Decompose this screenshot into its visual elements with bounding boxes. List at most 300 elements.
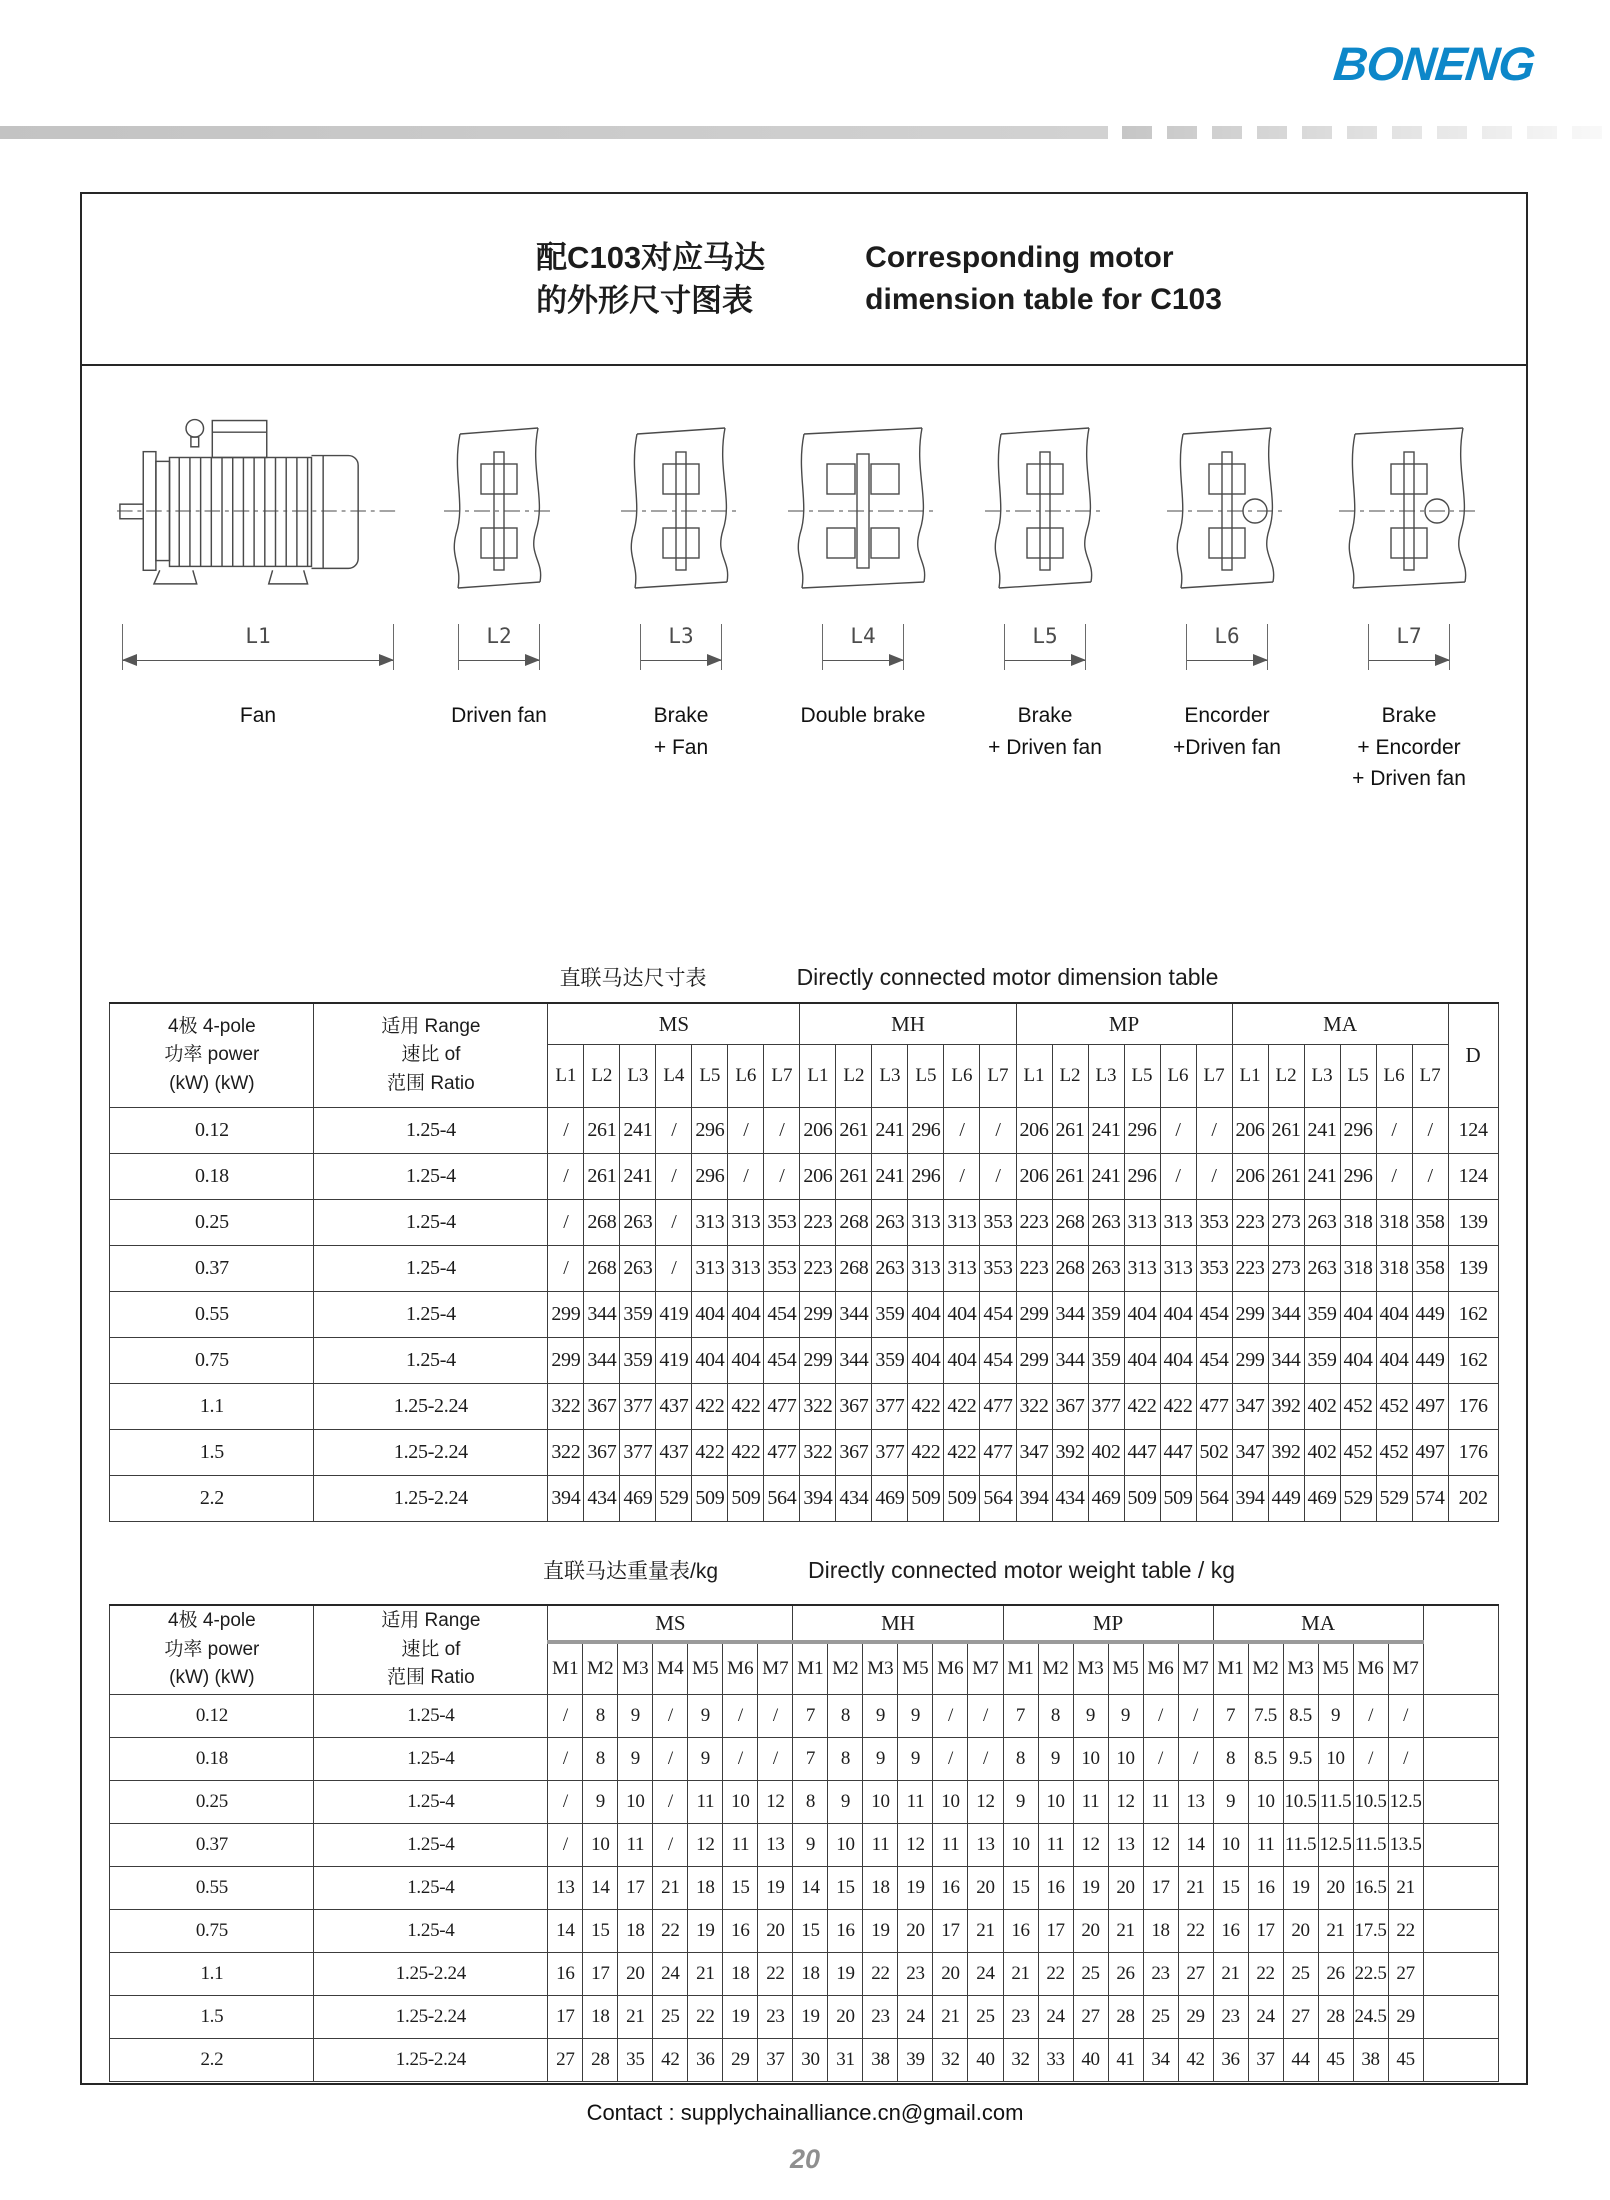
motor-diagram-l6 (1136, 398, 1318, 804)
power-cell: 1.5 (110, 1996, 314, 2039)
sub-column-header: L3 (620, 1045, 656, 1108)
motor-sketch-wrap (985, 398, 1105, 620)
last-column-header: D (1448, 1003, 1498, 1108)
value-cell: / (1178, 1695, 1213, 1738)
diagram-caption (1352, 700, 1466, 804)
sub-column-header: L1 (1232, 1045, 1268, 1108)
motor-section-sketch (788, 400, 938, 620)
value-cell: 434 (1052, 1476, 1088, 1522)
value-cell: 422 (692, 1384, 728, 1430)
value-cell: 11 (1143, 1781, 1178, 1824)
value-cell: 318 (1340, 1200, 1376, 1246)
value-cell: 21 (1178, 1867, 1213, 1910)
value-cell: 353 (1196, 1246, 1232, 1292)
value-cell: 299 (1016, 1338, 1052, 1384)
value-cell: 422 (1124, 1384, 1160, 1430)
power-cell: 0.25 (110, 1200, 314, 1246)
value-cell: 296 (908, 1108, 944, 1154)
value-cell: 16 (723, 1910, 758, 1953)
value-cell: 39 (898, 2039, 933, 2082)
value-cell: 10 (1003, 1824, 1038, 1867)
value-cell: 241 (620, 1154, 656, 1200)
value-cell: 9 (863, 1738, 898, 1781)
sub-column-header: M2 (1038, 1642, 1073, 1695)
value-cell: 17 (548, 1996, 583, 2039)
last-cell (1423, 1953, 1498, 1996)
value-cell: 24 (1248, 1996, 1283, 2039)
sub-column-header: M7 (1388, 1642, 1423, 1695)
value-cell: 353 (764, 1246, 800, 1292)
motor-diagram-l7 (1318, 398, 1500, 804)
value-cell: 318 (1340, 1246, 1376, 1292)
table-title-en: Directly connected motor dimension table (796, 963, 1219, 990)
sub-column-header: M5 (688, 1642, 723, 1695)
value-cell: 27 (1073, 1996, 1108, 2039)
value-cell: 12.5 (1388, 1781, 1423, 1824)
title-line: dimension table for C103 (865, 283, 1222, 316)
value-cell: 25 (1283, 1953, 1318, 1996)
value-cell: 23 (1003, 1996, 1038, 2039)
value-cell: 8 (1213, 1738, 1248, 1781)
value-cell: 10 (618, 1781, 653, 1824)
sub-column-header: M3 (863, 1642, 898, 1695)
value-cell: 273 (1268, 1200, 1304, 1246)
caption-line: Brake (653, 704, 709, 727)
header-line: 适用 Range (381, 1015, 481, 1037)
sub-column-header: M2 (583, 1642, 618, 1695)
value-cell: 296 (1124, 1108, 1160, 1154)
value-cell: 16 (1248, 1867, 1283, 1910)
value-cell: / (1353, 1695, 1388, 1738)
value-cell: 9 (793, 1824, 828, 1867)
value-cell: 15 (583, 1910, 618, 1953)
value-cell: 241 (872, 1108, 908, 1154)
value-cell: 392 (1268, 1384, 1304, 1430)
value-cell: 502 (1196, 1430, 1232, 1476)
series-header-mh: MH (793, 1605, 1003, 1642)
value-cell: 206 (1232, 1108, 1268, 1154)
value-cell: 36 (1213, 2039, 1248, 2082)
value-cell: 20 (898, 1910, 933, 1953)
diagram-caption (801, 700, 926, 804)
value-cell: 9 (688, 1695, 723, 1738)
title-line: 配C103对应马达 (536, 239, 766, 275)
value-cell: 38 (1353, 2039, 1388, 2082)
value-cell: 17 (1248, 1910, 1283, 1953)
value-cell: 313 (908, 1246, 944, 1292)
value-cell: 10.5 (1353, 1781, 1388, 1824)
value-cell: 344 (1052, 1292, 1088, 1338)
value-cell: 422 (692, 1430, 728, 1476)
value-cell: 13 (758, 1824, 793, 1867)
value-cell: / (933, 1695, 968, 1738)
title-band (82, 194, 1526, 366)
sub-column-header: M1 (1003, 1642, 1038, 1695)
value-cell: 21 (618, 1996, 653, 2039)
sub-column-header: L3 (1304, 1045, 1340, 1108)
value-cell: / (1143, 1738, 1178, 1781)
divider-dash-pattern (1122, 126, 1608, 139)
value-cell: 7.5 (1248, 1695, 1283, 1738)
value-cell: / (548, 1154, 584, 1200)
value-cell: 299 (800, 1292, 836, 1338)
value-cell: 22 (1388, 1910, 1423, 1953)
value-cell: 261 (836, 1108, 872, 1154)
series-header-mh: MH (800, 1003, 1016, 1045)
sub-column-header: L1 (548, 1045, 584, 1108)
value-cell: / (1376, 1108, 1412, 1154)
value-cell: 263 (872, 1200, 908, 1246)
value-cell: 25 (653, 1996, 688, 2039)
value-cell: 8 (1003, 1738, 1038, 1781)
series-header-mp: MP (1016, 1003, 1232, 1045)
value-cell: 40 (1073, 2039, 1108, 2082)
page-title-zh (536, 236, 765, 323)
ratio-cell: 1.25-4 (314, 1200, 548, 1246)
value-cell: 322 (800, 1384, 836, 1430)
value-cell: 344 (1268, 1292, 1304, 1338)
value-cell: 454 (764, 1292, 800, 1338)
value-cell: 11 (863, 1824, 898, 1867)
value-cell: 12 (1073, 1824, 1108, 1867)
value-cell: 404 (1340, 1338, 1376, 1384)
value-cell: / (1412, 1154, 1448, 1200)
value-cell: 437 (656, 1430, 692, 1476)
value-cell: / (728, 1154, 764, 1200)
value-cell: 268 (584, 1246, 620, 1292)
value-cell: 367 (1052, 1384, 1088, 1430)
ratio-cell: 1.25-2.24 (314, 1953, 548, 1996)
value-cell: / (1196, 1108, 1232, 1154)
table-title-zh: 直联马达尺寸表 (559, 967, 707, 990)
value-cell: 404 (692, 1292, 728, 1338)
table-row (110, 1953, 1498, 1996)
value-cell: 394 (800, 1476, 836, 1522)
value-cell: 206 (800, 1108, 836, 1154)
value-cell: 8 (793, 1781, 828, 1824)
table-title-zh: 直联马达重量表/kg (543, 1560, 719, 1583)
value-cell: 12 (758, 1781, 793, 1824)
value-cell: / (656, 1154, 692, 1200)
caption-line: + Driven fan (1352, 767, 1466, 790)
value-cell: 7 (1003, 1695, 1038, 1738)
value-cell: 22 (1248, 1953, 1283, 1996)
sub-column-header: M6 (1353, 1642, 1388, 1695)
motor-section-sketch (985, 400, 1105, 620)
value-cell: 23 (863, 1996, 898, 2039)
header-divider-bar (0, 126, 1610, 139)
ratio-cell: 1.25-4 (314, 1738, 548, 1781)
value-cell: 359 (872, 1338, 908, 1384)
sub-column-header: M1 (1213, 1642, 1248, 1695)
value-cell: 359 (620, 1292, 656, 1338)
value-cell: 223 (1016, 1246, 1052, 1292)
value-cell: 16 (1213, 1910, 1248, 1953)
value-cell: 394 (1016, 1476, 1052, 1522)
caption-line: Brake (1381, 704, 1437, 727)
value-cell: 299 (800, 1338, 836, 1384)
value-cell: 17 (1143, 1867, 1178, 1910)
ratio-cell: 1.25-4 (314, 1292, 548, 1338)
value-cell: 28 (1108, 1996, 1143, 2039)
value-cell: 422 (908, 1430, 944, 1476)
value-cell: / (548, 1738, 583, 1781)
dimension-indicator (822, 624, 904, 670)
value-cell: 9 (618, 1695, 653, 1738)
value-cell: / (548, 1108, 584, 1154)
value-cell: 367 (836, 1384, 872, 1430)
value-cell: 322 (548, 1430, 584, 1476)
value-cell: 509 (908, 1476, 944, 1522)
ratio-column-header (314, 1605, 548, 1695)
value-cell: 10 (863, 1781, 898, 1824)
value-cell: 509 (944, 1476, 980, 1522)
value-cell: 454 (764, 1338, 800, 1384)
value-cell: 11 (618, 1824, 653, 1867)
value-cell: / (1160, 1108, 1196, 1154)
value-cell: 261 (584, 1108, 620, 1154)
value-cell: / (723, 1695, 758, 1738)
value-cell: 241 (620, 1108, 656, 1154)
value-cell: 454 (1196, 1338, 1232, 1384)
last-cell: 139 (1448, 1246, 1498, 1292)
value-cell: 404 (1376, 1338, 1412, 1384)
caption-line: Driven fan (451, 704, 547, 727)
value-cell: 313 (692, 1246, 728, 1292)
value-cell: 42 (1178, 2039, 1213, 2082)
value-cell: 20 (1318, 1867, 1353, 1910)
value-cell: / (980, 1154, 1016, 1200)
value-cell: 299 (548, 1338, 584, 1384)
motor-section-sketch (444, 400, 554, 620)
sub-column-header: M5 (1318, 1642, 1353, 1695)
value-cell: 313 (728, 1200, 764, 1246)
value-cell: 33 (1038, 2039, 1073, 2082)
power-column-header (110, 1003, 314, 1108)
value-cell: 20 (828, 1996, 863, 2039)
power-cell: 0.18 (110, 1154, 314, 1200)
dimension-label: L3 (668, 624, 694, 648)
value-cell: 313 (1124, 1200, 1160, 1246)
sub-column-header: L7 (764, 1045, 800, 1108)
value-cell: 449 (1268, 1476, 1304, 1522)
value-cell: 26 (1108, 1953, 1143, 1996)
value-cell: 422 (728, 1430, 764, 1476)
sub-column-header: L7 (1196, 1045, 1232, 1108)
value-cell: 27 (548, 2039, 583, 2082)
value-cell: / (656, 1246, 692, 1292)
last-cell: 162 (1448, 1338, 1498, 1384)
sub-column-header: L2 (836, 1045, 872, 1108)
value-cell: 8 (828, 1695, 863, 1738)
value-cell: 21 (1003, 1953, 1038, 1996)
value-cell: 18 (688, 1867, 723, 1910)
sub-column-header: L2 (1052, 1045, 1088, 1108)
sub-column-header: M7 (758, 1642, 793, 1695)
value-cell: 10.5 (1283, 1781, 1318, 1824)
value-cell: 509 (728, 1476, 764, 1522)
value-cell: / (728, 1108, 764, 1154)
sub-column-header: L2 (584, 1045, 620, 1108)
header-line: 速比 of (401, 1638, 461, 1660)
value-cell: 19 (723, 1996, 758, 2039)
value-cell: 529 (1376, 1476, 1412, 1522)
value-cell: 27 (1178, 1953, 1213, 1996)
value-cell: 404 (1340, 1292, 1376, 1338)
value-cell: / (653, 1695, 688, 1738)
value-cell: 22 (688, 1996, 723, 2039)
sub-column-header: L3 (1088, 1045, 1124, 1108)
value-cell: 268 (836, 1246, 872, 1292)
last-cell: 162 (1448, 1292, 1498, 1338)
value-cell: 20 (1073, 1910, 1108, 1953)
value-cell: 353 (1196, 1200, 1232, 1246)
value-cell: / (944, 1108, 980, 1154)
value-cell: 12 (1108, 1781, 1143, 1824)
value-cell: 261 (1268, 1154, 1304, 1200)
value-cell: 29 (1388, 1996, 1423, 2039)
value-cell: 449 (1412, 1338, 1448, 1384)
table-row (110, 1996, 1498, 2039)
value-cell: 404 (908, 1338, 944, 1384)
value-cell: / (764, 1108, 800, 1154)
value-cell: 11 (1038, 1824, 1073, 1867)
caption-line: Double brake (800, 704, 926, 727)
value-cell: 263 (620, 1246, 656, 1292)
value-cell: 10 (1318, 1738, 1353, 1781)
last-cell (1423, 2039, 1498, 2082)
power-column-header (110, 1605, 314, 1695)
value-cell: / (758, 1738, 793, 1781)
value-cell: 17.5 (1353, 1910, 1388, 1953)
sub-column-header: L7 (980, 1045, 1016, 1108)
value-cell: / (980, 1108, 1016, 1154)
value-cell: 17 (618, 1867, 653, 1910)
value-cell: 11 (933, 1824, 968, 1867)
value-cell: 452 (1340, 1430, 1376, 1476)
dimension-arrow (1369, 660, 1449, 662)
value-cell: 322 (800, 1430, 836, 1476)
value-cell: 296 (692, 1154, 728, 1200)
power-cell: 1.1 (110, 1384, 314, 1430)
ratio-cell: 1.25-2.24 (314, 1476, 548, 1522)
value-cell: 40 (968, 2039, 1003, 2082)
ratio-cell: 1.25-4 (314, 1695, 548, 1738)
sub-column-header: M3 (618, 1642, 653, 1695)
value-cell: 299 (548, 1292, 584, 1338)
sub-column-header: M2 (1248, 1642, 1283, 1695)
power-cell: 0.75 (110, 1338, 314, 1384)
sub-column-header: M2 (828, 1642, 863, 1695)
header-line: 功率 power (164, 1044, 260, 1066)
sub-column-header: M6 (723, 1642, 758, 1695)
header-line: 功率 power (164, 1638, 260, 1660)
dimension-label: L4 (850, 624, 876, 648)
value-cell: 45 (1388, 2039, 1423, 2082)
value-cell: / (758, 1695, 793, 1738)
motor-diagram-area (82, 366, 1526, 952)
caption-line: +Driven fan (1173, 735, 1281, 759)
sub-column-header: M7 (1178, 1642, 1213, 1695)
value-cell: 344 (836, 1338, 872, 1384)
value-cell: 18 (723, 1953, 758, 1996)
value-cell: 19 (793, 1996, 828, 2039)
value-cell: 9 (1108, 1695, 1143, 1738)
motor-diagram-l3 (590, 398, 772, 804)
dimension-indicator (1186, 624, 1268, 670)
value-cell: 11 (723, 1824, 758, 1867)
value-cell: 404 (728, 1338, 764, 1384)
value-cell: 404 (1376, 1292, 1412, 1338)
last-cell (1423, 1867, 1498, 1910)
value-cell: 8.5 (1283, 1695, 1318, 1738)
value-cell: 261 (584, 1154, 620, 1200)
value-cell: 8 (828, 1738, 863, 1781)
dimension-indicator (458, 624, 540, 670)
value-cell: 296 (908, 1154, 944, 1200)
value-cell: 19 (828, 1953, 863, 1996)
value-cell: 22 (1038, 1953, 1073, 1996)
value-cell: 261 (836, 1154, 872, 1200)
table-row (110, 1910, 1498, 1953)
table-row (110, 1867, 1498, 1910)
value-cell: 268 (836, 1200, 872, 1246)
value-cell: 404 (1124, 1292, 1160, 1338)
value-cell: 13 (1108, 1824, 1143, 1867)
brand-logo: BONENG (1330, 37, 1537, 90)
value-cell: 44 (1283, 2039, 1318, 2082)
motor-section-sketch (621, 400, 741, 620)
power-cell: 2.2 (110, 1476, 314, 1522)
value-cell: 29 (723, 2039, 758, 2082)
value-cell: / (968, 1738, 1003, 1781)
value-cell: 7 (1213, 1695, 1248, 1738)
caption-line: + Driven fan (988, 735, 1102, 759)
value-cell: 529 (656, 1476, 692, 1522)
value-cell: 402 (1088, 1430, 1124, 1476)
power-cell: 0.37 (110, 1246, 314, 1292)
value-cell: 11 (688, 1781, 723, 1824)
value-cell: 37 (758, 2039, 793, 2082)
value-cell: 223 (1232, 1246, 1268, 1292)
value-cell: 25 (1073, 1953, 1108, 1996)
value-cell: 299 (1232, 1292, 1268, 1338)
value-cell: 313 (944, 1200, 980, 1246)
value-cell: 21 (968, 1910, 1003, 1953)
value-cell: 14 (548, 1910, 583, 1953)
value-cell: 296 (692, 1108, 728, 1154)
value-cell: 41 (1108, 2039, 1143, 2082)
value-cell: / (656, 1108, 692, 1154)
value-cell: 318 (1376, 1246, 1412, 1292)
value-cell: 296 (1124, 1154, 1160, 1200)
value-cell: 15 (723, 1867, 758, 1910)
value-cell: 12.5 (1318, 1824, 1353, 1867)
sub-column-header: M3 (1283, 1642, 1318, 1695)
value-cell: 22.5 (1353, 1953, 1388, 1996)
motor-sketch-wrap (1339, 398, 1479, 620)
sub-column-header: L4 (656, 1045, 692, 1108)
ratio-cell: 1.25-4 (314, 1910, 548, 1953)
sub-column-header: M3 (1073, 1642, 1108, 1695)
last-cell (1423, 1996, 1498, 2039)
sub-column-header: M5 (898, 1642, 933, 1695)
value-cell: 377 (872, 1384, 908, 1430)
value-cell: / (723, 1738, 758, 1781)
ratio-cell: 1.25-2.24 (314, 1996, 548, 2039)
value-cell: 206 (1016, 1108, 1052, 1154)
value-cell: / (933, 1738, 968, 1781)
